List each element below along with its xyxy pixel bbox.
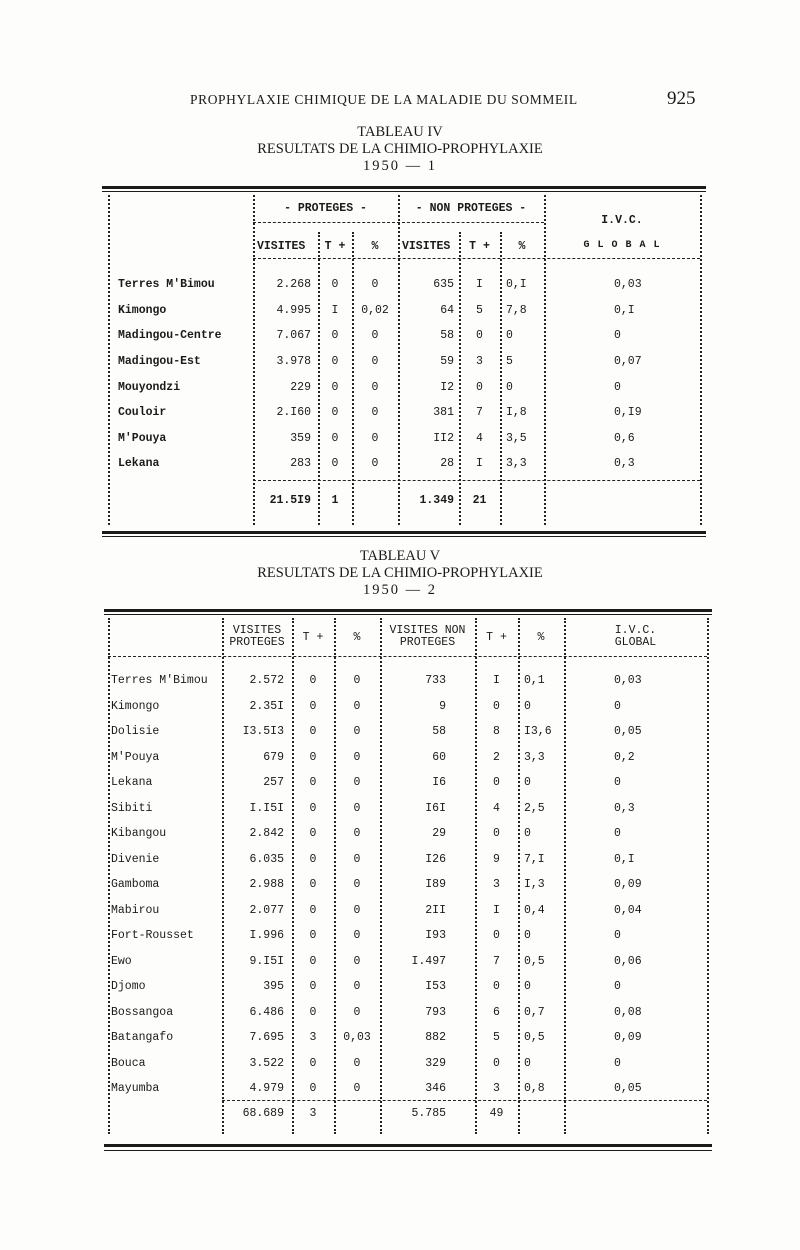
table4-n-pct: 7,8 bbox=[506, 304, 527, 317]
table5-place: Sibiti bbox=[111, 802, 153, 815]
table5-header-tplus-protected: T + bbox=[302, 631, 324, 644]
table5-p-visits: 2.842 bbox=[249, 827, 284, 840]
table5-n-tplus: 6 bbox=[493, 1006, 500, 1019]
table-row bbox=[0, 904, 800, 920]
table5-n-visits: 329 bbox=[425, 1057, 446, 1070]
table5-p-pct: 0 bbox=[353, 776, 361, 789]
table5-place: Terres M'Bimou bbox=[111, 674, 208, 687]
table-row bbox=[0, 1057, 800, 1073]
table5-p-pct: 0 bbox=[353, 980, 361, 993]
table4-p-visits: 3.978 bbox=[276, 355, 311, 368]
table5-p-tplus: 0 bbox=[309, 751, 317, 764]
table5-n-visits: I89 bbox=[425, 878, 446, 891]
table-row bbox=[0, 674, 800, 690]
table5-ivc: 0,04 bbox=[614, 904, 642, 917]
table5-n-visits: I26 bbox=[425, 853, 446, 866]
table-row-total bbox=[0, 1107, 800, 1123]
table5-p-pct: 0 bbox=[353, 725, 361, 738]
table4-place: Madingou-Centre bbox=[118, 329, 222, 342]
table5-p-pct: 0 bbox=[353, 904, 361, 917]
table5-n-pct: 0 bbox=[524, 1057, 531, 1070]
table5-n-pct: 0 bbox=[524, 827, 531, 840]
table5-p-tplus: 0 bbox=[309, 980, 317, 993]
table5-bottom-rule-thin bbox=[104, 1150, 712, 1151]
table4-p-tplus: 0 bbox=[331, 329, 339, 342]
table5-n-visits: 346 bbox=[425, 1082, 446, 1095]
table4-p-pct: 0 bbox=[371, 457, 379, 470]
table-row bbox=[0, 1006, 800, 1022]
table4-p-tplus: I bbox=[331, 304, 339, 317]
table5-n-visits: I53 bbox=[425, 980, 446, 993]
running-head-title: PROPHYLAXIE CHIMIQUE DE LA MALADIE DU SOMMEIL bbox=[190, 92, 578, 107]
table5-n-tplus: I bbox=[493, 904, 500, 917]
table4-place: Mouyondzi bbox=[118, 381, 181, 394]
table5-n-pct: I,3 bbox=[524, 878, 545, 891]
table5-p-visits: I3.5I3 bbox=[242, 725, 284, 738]
table5-p-pct: 0 bbox=[353, 751, 361, 764]
table5-p-visits: I.996 bbox=[249, 929, 284, 942]
table4-n-visits: 381 bbox=[433, 406, 454, 419]
table-row bbox=[0, 827, 800, 843]
table5-p-tplus: 0 bbox=[309, 853, 317, 866]
table4-place: M'Pouya bbox=[118, 432, 167, 445]
table5-n-visits: 9 bbox=[439, 700, 446, 713]
table5-header-pct-non-protected: % bbox=[537, 631, 545, 644]
table4-header-global: G L O B A L bbox=[583, 240, 661, 251]
table4-p-visits: 7.067 bbox=[276, 329, 311, 342]
table4-n-visits: 59 bbox=[440, 355, 454, 368]
table5-p-tplus: 3 bbox=[309, 1031, 317, 1044]
table5-total-n-tplus: 49 bbox=[489, 1107, 504, 1120]
table5-n-visits: 793 bbox=[425, 1006, 446, 1019]
table5-n-pct: 3,3 bbox=[524, 751, 545, 764]
table5-ivc: 0 bbox=[614, 776, 621, 789]
table5-p-pct: 0,03 bbox=[343, 1031, 371, 1044]
table4-n-pct: 0,I bbox=[506, 278, 527, 291]
table5-header-visits-protected-1: VISITES bbox=[232, 624, 282, 637]
table5-total-n-visits: 5.785 bbox=[411, 1107, 446, 1120]
table4-p-pct: 0 bbox=[371, 381, 379, 394]
table-row bbox=[0, 776, 800, 792]
table4-header-visits-protected: VISITES bbox=[257, 240, 306, 253]
table5-ivc: 0,06 bbox=[614, 955, 642, 968]
table5-p-visits: 6.486 bbox=[249, 1006, 284, 1019]
table5-place: Ewo bbox=[111, 955, 132, 968]
table5-header-tplus-non-protected: T + bbox=[486, 631, 507, 644]
table5-n-pct: 0 bbox=[524, 776, 531, 789]
table5-n-tplus: 0 bbox=[493, 980, 500, 993]
table5-p-tplus: 0 bbox=[309, 929, 317, 942]
table5-n-visits: I.497 bbox=[411, 955, 446, 968]
table5-n-visits: 29 bbox=[432, 827, 446, 840]
table4-n-visits: 58 bbox=[440, 329, 454, 342]
table4-header-visits-non-protected: VISITES bbox=[402, 240, 451, 253]
table4-p-visits: 229 bbox=[290, 381, 311, 394]
table4-p-pct: 0 bbox=[371, 355, 379, 368]
table5-n-visits: 2II bbox=[425, 904, 446, 917]
table4-total-n-tplus: 21 bbox=[472, 494, 487, 507]
table5-n-tplus: 5 bbox=[493, 1031, 500, 1044]
table5-p-visits: 395 bbox=[263, 980, 284, 993]
table5-p-visits: 2.572 bbox=[249, 674, 284, 687]
table4-caption-title: TABLEAU IV bbox=[357, 124, 443, 140]
table5-p-visits: I.I5I bbox=[249, 802, 284, 815]
table5-place: Djomo bbox=[111, 980, 146, 993]
table4-p-pct: 0 bbox=[371, 432, 379, 445]
table4-header-tplus-protected: T + bbox=[324, 240, 346, 253]
table5-ivc: 0,05 bbox=[614, 725, 642, 738]
table5-p-visits: 6.035 bbox=[249, 853, 284, 866]
table5-p-tplus: 0 bbox=[309, 1082, 317, 1095]
table-row bbox=[0, 751, 800, 767]
table4-place: Terres M'Bimou bbox=[118, 278, 215, 291]
table5-n-tplus: 2 bbox=[493, 751, 500, 764]
table5-place: Bossangoa bbox=[111, 1006, 174, 1019]
table5-n-visits: 733 bbox=[425, 674, 446, 687]
table4-n-tplus: 4 bbox=[476, 432, 483, 445]
table5-p-pct: 0 bbox=[353, 827, 361, 840]
table5-ivc: 0 bbox=[614, 1057, 621, 1070]
table4-place: Kimongo bbox=[118, 304, 167, 317]
table4-p-pct: 0 bbox=[371, 278, 379, 291]
table4-n-tplus: 0 bbox=[476, 329, 483, 342]
table5-n-pct: 0,5 bbox=[524, 955, 545, 968]
table4-ivc: 0 bbox=[614, 329, 621, 342]
table4-n-visits: 64 bbox=[440, 304, 454, 317]
table4-n-pct: 3,3 bbox=[506, 457, 527, 470]
table5-ivc: 0,09 bbox=[614, 878, 642, 891]
table4-n-visits: II2 bbox=[433, 432, 454, 445]
table5-total-p-visits: 68.689 bbox=[242, 1107, 284, 1120]
table5-caption-subtitle: RESULTATS DE LA CHIMIO-PROPHYLAXIE bbox=[257, 565, 543, 581]
table5-p-tplus: 0 bbox=[309, 776, 317, 789]
table4-ivc: 0,3 bbox=[614, 457, 635, 470]
table5-p-tplus: 0 bbox=[309, 878, 317, 891]
table5-header-global: GLOBAL bbox=[614, 636, 657, 649]
table4-header-pct-non-protected: % bbox=[518, 240, 526, 253]
table5-p-tplus: 0 bbox=[309, 827, 317, 840]
table4-group-protected: - PROTEGES - bbox=[284, 202, 367, 215]
table4-n-pct: 0 bbox=[506, 329, 513, 342]
table5-ivc: 0,I bbox=[614, 853, 635, 866]
table5-place: Batangafo bbox=[111, 1031, 174, 1044]
table5-p-pct: 0 bbox=[353, 853, 361, 866]
table5-n-visits: I6I bbox=[425, 802, 446, 815]
table4-n-tplus: 7 bbox=[476, 406, 483, 419]
table4-p-visits: 2.268 bbox=[276, 278, 311, 291]
table5-place: Mayumba bbox=[111, 1082, 160, 1095]
table5-ivc: 0,03 bbox=[614, 674, 642, 687]
table5-p-pct: 0 bbox=[353, 929, 361, 942]
table4-p-tplus: 0 bbox=[331, 406, 339, 419]
table4-p-tplus: 0 bbox=[331, 381, 339, 394]
table4-n-pct: 5 bbox=[506, 355, 513, 368]
table4-n-tplus: I bbox=[476, 278, 483, 291]
table4-total-n-visits: 1.349 bbox=[419, 494, 454, 507]
table5-n-visits: I93 bbox=[425, 929, 446, 942]
table5-p-tplus: 0 bbox=[309, 1057, 317, 1070]
table5-n-tplus: 3 bbox=[493, 1082, 500, 1095]
table5-ivc: 0,08 bbox=[614, 1006, 642, 1019]
table5-p-tplus: 0 bbox=[309, 700, 317, 713]
table4-ivc: 0,6 bbox=[614, 432, 635, 445]
table5-top-rule-thin bbox=[104, 614, 712, 615]
table5-n-pct: 0 bbox=[524, 700, 531, 713]
table5-p-tplus: 0 bbox=[309, 725, 317, 738]
table5-n-tplus: 0 bbox=[493, 1057, 500, 1070]
table5-total-p-tplus: 3 bbox=[309, 1107, 317, 1120]
table5-ivc: 0,05 bbox=[614, 1082, 642, 1095]
table-row bbox=[0, 1082, 800, 1098]
table5-bottom-rule bbox=[104, 1144, 712, 1147]
table5-n-pct: 0,5 bbox=[524, 1031, 545, 1044]
table5-p-visits: 2.988 bbox=[249, 878, 284, 891]
table-row bbox=[0, 802, 800, 818]
table4-ivc: 0 bbox=[614, 381, 621, 394]
table5-p-visits: 2.35I bbox=[249, 700, 284, 713]
table4-ivc: 0,I bbox=[614, 304, 635, 317]
table5-n-pct: I3,6 bbox=[524, 725, 552, 738]
table4-n-visits: 635 bbox=[433, 278, 454, 291]
table5-n-pct: 0,7 bbox=[524, 1006, 545, 1019]
table4-place: Couloir bbox=[118, 406, 167, 419]
table5-place: M'Pouya bbox=[111, 751, 160, 764]
table5-n-pct: 0,4 bbox=[524, 904, 545, 917]
table4-n-tplus: 3 bbox=[476, 355, 483, 368]
table4-p-pct: 0 bbox=[371, 406, 379, 419]
table5-n-visits: I6 bbox=[432, 776, 446, 789]
table4-p-tplus: 0 bbox=[331, 278, 339, 291]
table5-place: Kibangou bbox=[111, 827, 167, 840]
table-row bbox=[0, 955, 800, 971]
table5-header-visits-non-protected-2: PROTEGES bbox=[399, 636, 456, 649]
table5-p-visits: 7.695 bbox=[249, 1031, 284, 1044]
table4-p-tplus: 0 bbox=[331, 355, 339, 368]
table5-caption-title: TABLEAU V bbox=[359, 548, 441, 564]
table4-caption-year: 1950 — 1 bbox=[363, 158, 437, 174]
table4-p-visits: 4.995 bbox=[276, 304, 311, 317]
table4-p-tplus: 0 bbox=[331, 457, 339, 470]
table5-p-pct: 0 bbox=[353, 674, 361, 687]
table5-n-pct: 0,1 bbox=[524, 674, 545, 687]
table5-n-tplus: I bbox=[493, 674, 500, 687]
table5-header-visits-non-protected-1: VISITES NON bbox=[389, 624, 466, 637]
table5-n-visits: 882 bbox=[425, 1031, 446, 1044]
table5-p-pct: 0 bbox=[353, 1082, 361, 1095]
table5-place: Gamboma bbox=[111, 878, 160, 891]
table5-p-visits: 2.077 bbox=[249, 904, 284, 917]
table5-n-pct: 0 bbox=[524, 929, 531, 942]
table5-ivc: 0 bbox=[614, 980, 621, 993]
table-row bbox=[0, 725, 800, 741]
table5-n-pct: 2,5 bbox=[524, 802, 545, 815]
table-row bbox=[0, 878, 800, 894]
table5-header-ivc: I.V.C. bbox=[614, 624, 657, 637]
table5-n-tplus: 4 bbox=[493, 802, 500, 815]
table4-total-p-tplus: 1 bbox=[331, 494, 339, 507]
table4-n-tplus: 5 bbox=[476, 304, 483, 317]
table4-n-tplus: 0 bbox=[476, 381, 483, 394]
table5-n-tplus: 7 bbox=[493, 955, 500, 968]
table5-p-tplus: 0 bbox=[309, 955, 317, 968]
table4-place: Madingou-Est bbox=[118, 355, 201, 368]
table5-p-visits: 9.I5I bbox=[249, 955, 284, 968]
table5-n-tplus: 0 bbox=[493, 700, 500, 713]
table4-p-visits: 2.I60 bbox=[276, 406, 311, 419]
table5-place: Fort-Rousset bbox=[111, 929, 194, 942]
table5-n-visits: 60 bbox=[432, 751, 446, 764]
table5-n-visits: 58 bbox=[432, 725, 446, 738]
table5-n-pct: 0 bbox=[524, 980, 531, 993]
table5-n-tplus: 9 bbox=[493, 853, 500, 866]
table5-p-pct: 0 bbox=[353, 700, 361, 713]
table5-p-visits: 4.979 bbox=[249, 1082, 284, 1095]
table5-place: Mabirou bbox=[111, 904, 160, 917]
table4-n-visits: 28 bbox=[440, 457, 454, 470]
table4-n-tplus: I bbox=[476, 457, 483, 470]
table5-place: Lekana bbox=[111, 776, 153, 789]
table4-n-pct: I,8 bbox=[506, 406, 527, 419]
table4-n-pct: 0 bbox=[506, 381, 513, 394]
table5-ivc: 0 bbox=[614, 827, 621, 840]
table5-p-tplus: 0 bbox=[309, 802, 317, 815]
page-number: 925 bbox=[667, 88, 696, 109]
table5-header-pct-protected: % bbox=[353, 631, 361, 644]
table5-p-tplus: 0 bbox=[309, 904, 317, 917]
table5-p-pct: 0 bbox=[353, 1006, 361, 1019]
table5-p-visits: 3.522 bbox=[249, 1057, 284, 1070]
table4-p-pct: 0 bbox=[371, 329, 379, 342]
table5-ivc: 0,3 bbox=[614, 802, 635, 815]
table-row bbox=[0, 929, 800, 945]
table4-ivc: 0,I9 bbox=[614, 406, 642, 419]
table5-n-tplus: 0 bbox=[493, 776, 500, 789]
table4-p-visits: 283 bbox=[290, 457, 311, 470]
table5-top-rule bbox=[104, 609, 712, 612]
table5-n-tplus: 8 bbox=[493, 725, 500, 738]
table5-n-tplus: 0 bbox=[493, 929, 500, 942]
table-row bbox=[0, 980, 800, 996]
table5-p-pct: 0 bbox=[353, 955, 361, 968]
table5-n-pct: 7,I bbox=[524, 853, 545, 866]
table4-header-ivc: I.V.C. bbox=[601, 214, 643, 227]
table4-caption-subtitle: RESULTATS DE LA CHIMIO-PROPHYLAXIE bbox=[257, 141, 543, 157]
table4-p-pct: 0,02 bbox=[361, 304, 389, 317]
table5-header-visits-protected-2: PROTEGES bbox=[229, 636, 285, 649]
table4-p-tplus: 0 bbox=[331, 432, 339, 445]
table5-n-tplus: 0 bbox=[493, 827, 500, 840]
table5-total-rule bbox=[222, 1100, 707, 1101]
table4-n-visits: I2 bbox=[440, 381, 454, 394]
table5-p-tplus: 0 bbox=[309, 1006, 317, 1019]
table4-header-pct-protected: % bbox=[371, 240, 379, 253]
table4-p-visits: 359 bbox=[290, 432, 311, 445]
table5-place: Kimongo bbox=[111, 700, 160, 713]
table5-header-rule bbox=[108, 656, 707, 657]
table5-ivc: 0 bbox=[614, 929, 621, 942]
table4-ivc: 0,03 bbox=[614, 278, 642, 291]
table5-p-visits: 257 bbox=[263, 776, 284, 789]
table5-n-pct: 0,8 bbox=[524, 1082, 545, 1095]
table5-place: Divenie bbox=[111, 853, 160, 866]
table5-caption-year: 1950 — 2 bbox=[363, 582, 437, 598]
table5-p-pct: 0 bbox=[353, 802, 361, 815]
table5-ivc: 0 bbox=[614, 700, 621, 713]
table5-n-tplus: 3 bbox=[493, 878, 500, 891]
table-row bbox=[0, 1031, 800, 1047]
table5-p-pct: 0 bbox=[353, 1057, 361, 1070]
table4-header-tplus-non-protected: T + bbox=[469, 240, 490, 253]
table-row bbox=[0, 700, 800, 716]
table5-p-pct: 0 bbox=[353, 878, 361, 891]
table5-place: Bouca bbox=[111, 1057, 146, 1070]
table4-ivc: 0,07 bbox=[614, 355, 642, 368]
table4-n-pct: 3,5 bbox=[506, 432, 527, 445]
table5-ivc: 0,09 bbox=[614, 1031, 642, 1044]
table5-place: Dolisie bbox=[111, 725, 160, 738]
table4-place: Lekana bbox=[118, 457, 160, 470]
table5-p-visits: 679 bbox=[263, 751, 284, 764]
table-row bbox=[0, 853, 800, 869]
table4-group-non-protected: - NON PROTEGES - bbox=[415, 202, 527, 215]
table5-p-tplus: 0 bbox=[309, 674, 317, 687]
table5-ivc: 0,2 bbox=[614, 751, 635, 764]
table4-total-p-visits: 21.5I9 bbox=[269, 494, 311, 507]
